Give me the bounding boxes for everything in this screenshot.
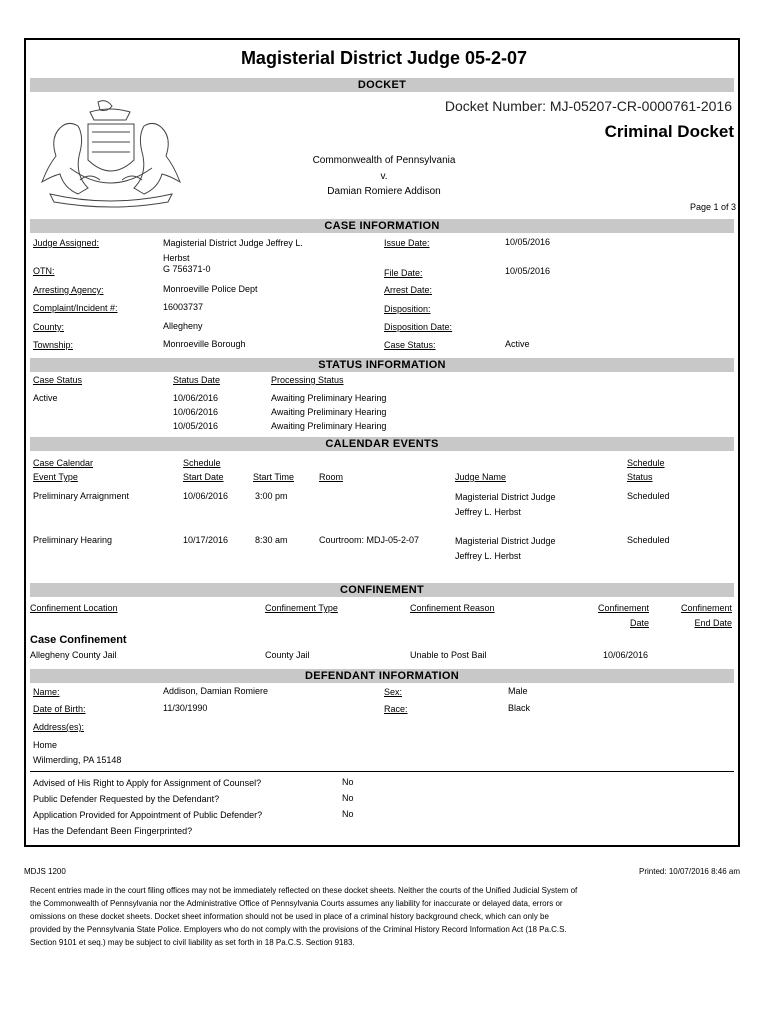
county-value: Allegheny: [163, 321, 203, 331]
case-status-label: Case Status:: [384, 340, 436, 350]
status-date-1: 10/06/2016: [173, 393, 219, 403]
processing-status-1: Awaiting Preliminary Hearing: [271, 393, 387, 403]
disclaimer-line-2: the Commonwealth of Pennsylvania nor the Administrative Office of Pennsylvania Courts assumes any liability for inaccurate or delayed data, errors or: [30, 899, 563, 908]
event-1-judge-line1: Magisterial District Judge: [455, 492, 556, 502]
judge-assigned-label: Judge Assigned:: [33, 238, 100, 248]
caption-versus: v.: [380, 171, 388, 182]
court-title: Magisterial District Judge 05-2-07: [240, 48, 528, 68]
case-confinement-heading: Case Confinement: [30, 634, 127, 646]
race-value: Black: [508, 703, 531, 713]
h-confinement-end-line1: Confinement: [680, 603, 732, 613]
h-schedule: Schedule: [183, 458, 221, 468]
issue-date-value: 10/05/2016: [505, 237, 551, 247]
h-start-date: Start Date: [183, 472, 224, 482]
case-status-value: Active: [505, 339, 530, 349]
col-status-date: Status Date: [173, 375, 221, 385]
disclaimer-line-4: provided by the Pennsylvania State Police. Employers who do not comply with the provisions of the Criminal History Record Information Act (18 Pa.C.S.: [30, 925, 567, 934]
docket-type: Criminal Docket: [604, 122, 734, 141]
status-information-bar: STATUS INFORMATION: [30, 358, 734, 372]
confinement-location: Allegheny County Jail: [30, 650, 117, 660]
sex-label: Sex:: [384, 687, 403, 697]
confinement-bar: CONFINEMENT: [30, 583, 734, 597]
file-date-value: 10/05/2016: [505, 266, 551, 276]
address-type: Home: [33, 740, 58, 750]
address-label: Address(es):: [33, 722, 85, 732]
dob-label: Date of Birth:: [33, 704, 86, 714]
disclaimer-line-1: Recent entries made in the court filing offices may not be immediately reflected on these docket sheets. Neither the courts of the Unified Judicial System of: [30, 886, 578, 895]
caption-defendant: Damian Romiere Addison: [327, 186, 441, 197]
event-2-date: 10/17/2016: [183, 535, 229, 545]
issue-date-label: Issue Date:: [384, 238, 430, 248]
h-case-calendar: Case Calendar: [33, 458, 94, 468]
file-date-label: File Date:: [384, 268, 423, 278]
h-confinement-date-line2: Date: [629, 618, 649, 628]
otn-label: OTN:: [33, 266, 55, 276]
col-processing-status: Processing Status: [271, 375, 344, 385]
public-defender-answer: No: [342, 793, 354, 803]
pennsylvania-coat-of-arms-icon: [30, 98, 192, 210]
h-event-type: Event Type: [33, 472, 78, 482]
township-label: Township:: [33, 340, 74, 350]
disclaimer-line-3: omissions on these docket sheets. Docket sheet information should not be used in place of a criminal history background check, which can only be: [30, 912, 549, 921]
event-1-type: Preliminary Arraignment: [33, 491, 130, 501]
confinement-reason: Unable to Post Bail: [410, 650, 487, 660]
h-judge-name: Judge Name: [455, 472, 507, 482]
defendant-name-label: Name:: [33, 687, 60, 697]
township-value: Monroeville Borough: [163, 339, 246, 349]
processing-status-2: Awaiting Preliminary Hearing: [271, 407, 387, 417]
judge-assigned-value: Magisterial District Judge Jeffrey L.: [163, 238, 303, 248]
judge-assigned-value-line2: Herbst: [163, 253, 190, 263]
arrest-date-label: Arrest Date:: [384, 285, 433, 295]
disclaimer-line-5: Section 9101 et seq.) may be subject to civil liability as set forth in 18 Pa.C.S. Section 9183.: [30, 938, 355, 947]
event-1-status: Scheduled: [627, 491, 670, 501]
page-number: Page 1 of 3: [689, 202, 736, 212]
status-date-2: 10/06/2016: [173, 407, 219, 417]
h-confinement-location: Confinement Location: [30, 603, 118, 613]
disposition-date-label: Disposition Date:: [384, 322, 453, 332]
h-confinement-end-line2: End Date: [694, 618, 732, 628]
processing-status-3: Awaiting Preliminary Hearing: [271, 421, 387, 431]
h-confinement-date-line1: Confinement: [597, 603, 649, 613]
application-question: Application Provided for Appointment of Public Defender?: [33, 810, 263, 820]
event-1-judge-line2: Jeffrey L. Herbst: [455, 507, 521, 517]
docket-bar: DOCKET: [30, 78, 734, 92]
application-answer: No: [342, 809, 354, 819]
arresting-agency-label: Arresting Agency:: [33, 285, 104, 295]
public-defender-question: Public Defender Requested by the Defendant?: [33, 794, 220, 804]
race-label: Race:: [384, 704, 408, 714]
defendant-divider: [30, 771, 734, 772]
defendant-name-value: Addison, Damian Romiere: [163, 686, 269, 696]
h-start-time: Start Time: [253, 472, 295, 482]
event-2-judge-line2: Jeffrey L. Herbst: [455, 551, 521, 561]
county-label: County:: [33, 322, 65, 332]
h-room: Room: [319, 472, 344, 482]
sex-value: Male: [508, 686, 528, 696]
event-2-status: Scheduled: [627, 535, 670, 545]
col-case-status: Case Status: [33, 375, 83, 385]
docket-number: Docket Number: MJ-05207-CR-0000761-2016: [444, 98, 732, 114]
dob-value: 11/30/1990: [163, 703, 208, 713]
complaint-label: Complaint/Incident #:: [33, 303, 118, 313]
otn-value: G 756371-0: [163, 264, 211, 274]
status-date-3: 10/05/2016: [173, 421, 219, 431]
confinement-type: County Jail: [265, 650, 310, 660]
disposition-label: Disposition:: [384, 304, 431, 314]
status-case-status-value: Active: [33, 393, 58, 403]
defendant-information-bar: DEFENDANT INFORMATION: [30, 669, 734, 683]
calendar-events-bar: CALENDAR EVENTS: [30, 437, 734, 451]
complaint-value: 16003737: [163, 302, 204, 312]
h-confinement-reason: Confinement Reason: [410, 603, 495, 613]
event-2-time: 8:30 am: [255, 535, 288, 545]
event-2-type: Preliminary Hearing: [33, 535, 113, 545]
arresting-agency-value: Monroeville Police Dept: [163, 284, 258, 294]
confinement-date: 10/06/2016: [603, 650, 649, 660]
event-2-judge-line1: Magisterial District Judge: [455, 536, 556, 546]
printed-timestamp: Printed: 10/07/2016 8:46 am: [639, 867, 740, 876]
h-schedule-2: Schedule: [627, 458, 665, 468]
fingerprint-question: Has the Defendant Been Fingerprinted?: [33, 826, 193, 836]
case-information-bar: CASE INFORMATION: [30, 219, 734, 233]
event-1-time: 3:00 pm: [255, 491, 288, 501]
h-status: Status: [627, 472, 653, 482]
counsel-answer: No: [342, 777, 354, 787]
counsel-question: Advised of His Right to Apply for Assignment of Counsel?: [33, 778, 262, 788]
event-1-date: 10/06/2016: [183, 491, 229, 501]
address-value: Wilmerding, PA 15148: [33, 755, 122, 765]
h-confinement-type: Confinement Type: [265, 603, 338, 613]
form-number: MDJS 1200: [24, 867, 66, 876]
event-2-room: Courtroom: MDJ-05-2-07: [319, 535, 420, 545]
caption-plaintiff: Commonwealth of Pennsylvania: [312, 155, 456, 166]
